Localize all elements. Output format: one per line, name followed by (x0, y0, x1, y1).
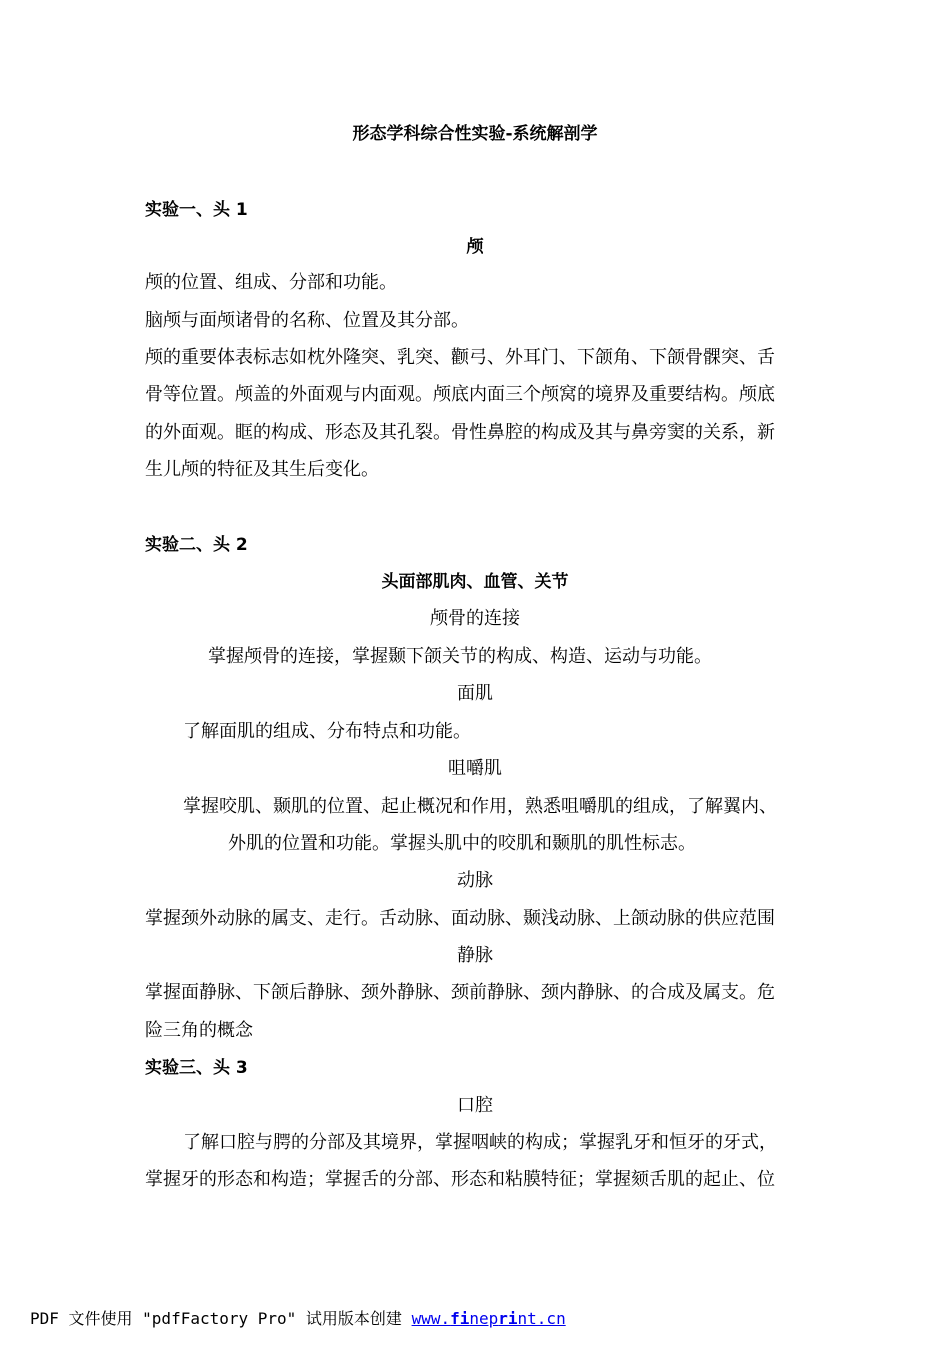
experiment2-heading: 实验二、头 2 (145, 535, 248, 555)
section-line: 外肌的位置和功能。掌握头肌中的咬肌和颞肌的肌性标志。 (228, 833, 696, 854)
experiment1-line: 颅的重要体表标志如枕外隆突、乳突、颧弓、外耳门、下颌角、下颌骨髁突、舌 (145, 347, 775, 368)
page-title: 形态学科综合性实验-系统解剖学 (352, 124, 598, 144)
experiment1-line: 颅的位置、组成、分部和功能。 (145, 272, 397, 293)
experiment1-line: 生儿颅的特征及其生后变化。 (145, 459, 379, 480)
experiment3-line: 掌握牙的形态和构造；掌握舌的分部、形态和粘膜特征；掌握颏舌肌的起止、位 (145, 1169, 775, 1190)
section-title: 咀嚼肌 (448, 758, 502, 779)
section-title: 静脉 (457, 945, 493, 966)
experiment3-subheading: 口腔 (457, 1095, 493, 1116)
section-line: 掌握面静脉、下颌后静脉、颈外静脉、颈前静脉、颈内静脉、的合成及属支。危 (145, 982, 775, 1003)
experiment1-line: 骨等位置。颅盖的外面观与内面观。颅底内面三个颅窝的境界及重要结构。颅底 (145, 384, 775, 405)
experiment1-heading: 实验一、头 1 (145, 200, 248, 220)
experiment2-subheading: 头面部肌肉、血管、关节 (381, 572, 569, 592)
experiment1-subheading: 颅 (466, 237, 484, 257)
section-line: 掌握咬肌、颞肌的位置、起止概况和作用，熟悉咀嚼肌的组成，了解翼内、 (183, 796, 777, 817)
experiment3-line: 了解口腔与腭的分部及其境界，掌握咽峡的构成；掌握乳牙和恒牙的牙式， (183, 1132, 777, 1153)
experiment1-line: 的外面观。眶的构成、形态及其孔裂。骨性鼻腔的构成及其与鼻旁窦的关系，新 (145, 422, 775, 443)
experiment1-line: 脑颅与面颅诸骨的名称、位置及其分部。 (145, 310, 469, 331)
footer-link[interactable]: www.fineprint.cn (411, 1309, 566, 1328)
section-line: 掌握颈外动脉的属支、走行。舌动脉、面动脉、颞浅动脉、上颌动脉的供应范围 (145, 908, 775, 929)
section-title: 面肌 (457, 683, 493, 704)
section-line: 掌握颅骨的连接，掌握颞下颌关节的构成、构造、运动与功能。 (208, 646, 712, 667)
footer-text: PDF 文件使用 "pdfFactory Pro" 试用版本创建 (30, 1309, 412, 1328)
section-title: 动脉 (457, 870, 493, 891)
section-title: 颅骨的连接 (430, 608, 520, 629)
section-line: 了解面肌的组成、分布特点和功能。 (183, 721, 471, 742)
section-line: 险三角的概念 (145, 1020, 253, 1041)
experiment3-heading: 实验三、头 3 (145, 1058, 248, 1078)
pdf-footer (30, 1306, 566, 1332)
